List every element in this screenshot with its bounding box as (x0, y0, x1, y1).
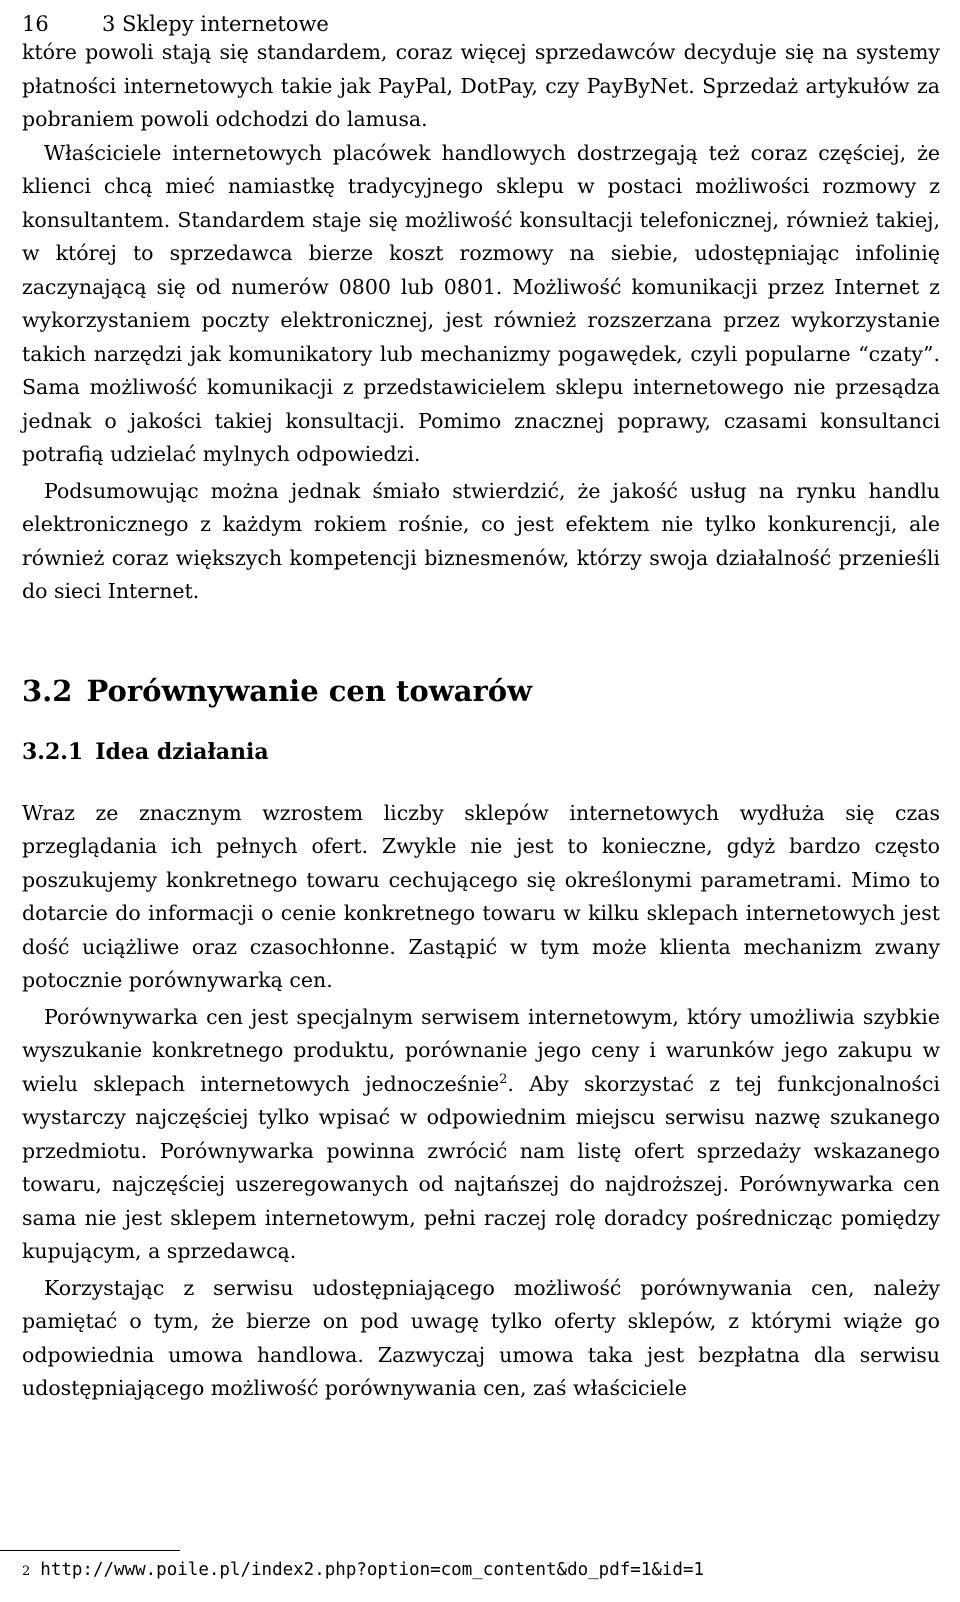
page-number: 16 (22, 12, 49, 36)
paragraph-consultants: Właściciele internetowych placówek handlowych dostrzegają też coraz częściej, że klienci chcą mieć namiastkę tradycyjnego sklepu w postaci możliwości rozmowy z konsultantem. Standardem staje się możliwość konsultacji telefonicznej, również takiej, w której to sprzedawca bierze koszt rozmowy na siebie, udostępniając infolinię zaczynającą się od numerów 0800 lub 0801. Możliwość komunikacji przez Internet z wykorzystaniem poczty elektronicznej, jest również rozszerzana przez wykorzystanie takich narzędzi jak komunikatory lub mechanizmy pogawędek, czyli popularne “czaty”. Sama możliwość komunikacji z przedstawicielem sklepu internetowego nie przesądza jednak o jakości takiej konsultacji. Pomimo znacznej poprawy, czasami konsultanci potrafią udzielać mylnych odpowiedzi. (22, 140, 940, 466)
subsection-heading (22, 737, 940, 767)
body-text (22, 36, 940, 1406)
paragraph-comparator (22, 1001, 940, 1269)
paragraph-comparator-text-b: . Aby skorzystać z tej funkcjonalności wystarczy najczęściej tylko wpisać w odpowiednim miejscu serwisu nazwę szukanego przedmiotu. Porównywarka powinna zwrócić nam listę ofert sprzedaży wskazanego towaru, najczęściej uszeregowanych od najtańszej do najdroższej. Porównywarka cen sama nie jest sklepem internetowym, pełni raczej rolę doradcy pośrednicząc pomiędzy kupującym, a sprzedawcą. (22, 1071, 940, 1263)
footnote-url[interactable]: http://www.poile.pl/index2.php?option=com_content&do_pdf=1&id=1 (40, 1560, 705, 1580)
section-title: Porównywanie cen towarów (86, 673, 533, 708)
paragraph-comparator-text-a: Porównywarka cen jest specjalnym serwisem internetowym, który umożliwia szybkie wyszukanie konkretnego produktu, porównanie jego ceny i warunków jego zakupu w wielu sklepach internetowych jednocześnie (22, 1004, 940, 1096)
footnote-rule (0, 1550, 180, 1551)
footnote (22, 1558, 940, 1584)
paragraph-continued: które powoli stają się standardem, coraz więcej sprzedawców decyduje się na systemy płatności internetowych takie jak PayPal, DotPay, czy PayByNet. Sprzedaż artykułów za pobraniem powoli odchodzi do lamusa. (22, 40, 940, 131)
section-number: 3.2 (22, 673, 73, 708)
paragraph-usage: Korzystając z serwisu udostępniającego możliwość porównywania cen, należy pamiętać o tym, że bierze on pod uwagę tylko oferty sklepów, z którymi wiąże go odpowiednia umowa handlowa. Zazwyczaj umowa taka jest bezpłatna dla serwisu udostępniającego możliwość porównywania cen, zaś właściciele (22, 1275, 940, 1400)
running-title: 3 Sklepy internetowe (102, 12, 329, 36)
paragraph-idea: Wraz ze znacznym wzrostem liczby sklepów internetowych wydłuża się czas przeglądania ich pełnych ofert. Zwykle nie jest to konieczne, gdyż bardzo często poszukujemy konkretnego towaru cechującego się określonymi parametrami. Mimo to dotarcie do informacji o cenie konkretnego towaru w kilku sklepach internetowych jest dość uciążliwe oraz czasochłonne. Zastąpić w tym może klienta mechanizm zwany potocznie porównywarką cen. (22, 800, 940, 992)
footnote-mark: 2 (22, 1564, 31, 1579)
paragraph-summary: Podsumowując można jednak śmiało stwierdzić, że jakość usług na rynku handlu elektronicznego z każdym rokiem rośnie, co jest efektem nie tylko konkurencji, ale również coraz większych kompetencji biznesmenów, którzy swoja działalność przenieśli do sieci Internet. (22, 478, 940, 603)
section-heading (22, 673, 940, 709)
footnote-reference[interactable]: 2 (499, 1071, 508, 1087)
subsection-title: Idea działania (95, 738, 269, 765)
subsection-number: 3.2.1 (22, 738, 84, 765)
running-header (22, 0, 940, 36)
